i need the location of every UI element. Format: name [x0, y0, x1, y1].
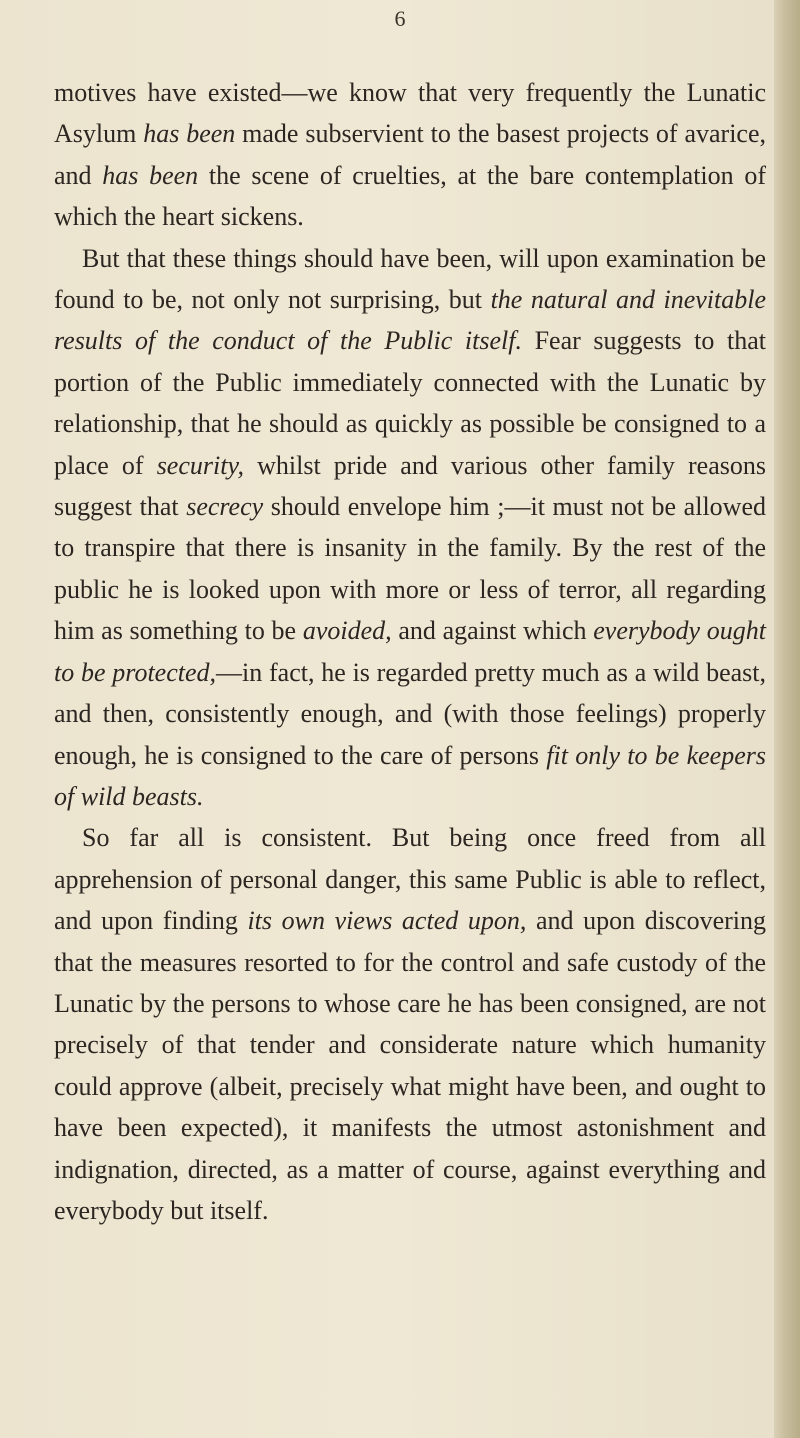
text-span: whilst pride and various other family reasons suggest that [54, 450, 766, 522]
page-number: 6 [394, 6, 406, 31]
text-span: and against which [391, 616, 594, 646]
italic-span: secrecy [186, 492, 264, 522]
page-edge-shadow [774, 0, 800, 1438]
paragraph-3 [54, 817, 766, 1231]
text-span: —in fact, he is regarded pretty much as a wild beast, and then, consistently enough, and (with those feelings) properly enough, he is consigned to the care of persons [54, 657, 766, 770]
italic-span: avoided, [302, 616, 392, 646]
text-span: But that these things should have been, will upon examination be found to be, not only not surprising, but [54, 243, 766, 315]
italic-span: security, [156, 450, 245, 480]
italic-span: has been [102, 160, 199, 190]
body-text [54, 72, 766, 1231]
italic-span: fit only to be keepers of wild beasts. [54, 740, 766, 811]
text-span: made subservient to the basest projects of avarice, and [54, 119, 767, 190]
text-span: Fear suggests to that portion of the Public immediately connected with the Lunatic by relationship, that he should as quickly as possible be consigned to a place of [54, 326, 767, 480]
text-span: and upon discovering that the measures resorted to for the control and safe custody of the Lunatic by the persons to whose care he has been consigned, are not precisely of that tender and considerate nature which humanity could approve (albeit, precisely what might have been, and ought to have been expected), it manifests the utmost astonishment and indignation, directed, as a matter of course, against everything and everybody but itself. [54, 906, 766, 1225]
italic-span: the natural and inevitable results of the conduct of the Public itself. [54, 285, 766, 356]
text-span: So far all is consistent. But being once freed from all apprehension of personal danger, this same Public is able to reflect, and upon finding [54, 823, 766, 936]
italic-span: has been [143, 119, 236, 149]
italic-span: its own views acted upon, [247, 906, 527, 936]
text-span: should envelope him ;—it must not be allowed to transpire that there is insanity in the family. By the rest of the public he is looked upon with more or less of terror, all regarding him as something to be [54, 492, 766, 646]
italic-span: everybody ought to be protected, [54, 616, 766, 687]
text-span: the scene of cruelties, at the bare contemplation of which the heart sickens. [54, 160, 767, 232]
paragraph-1 [54, 72, 766, 238]
text-span: motives have existed—we know that very frequently the Lunatic Asylum [54, 78, 766, 149]
paragraph-2 [54, 238, 766, 818]
